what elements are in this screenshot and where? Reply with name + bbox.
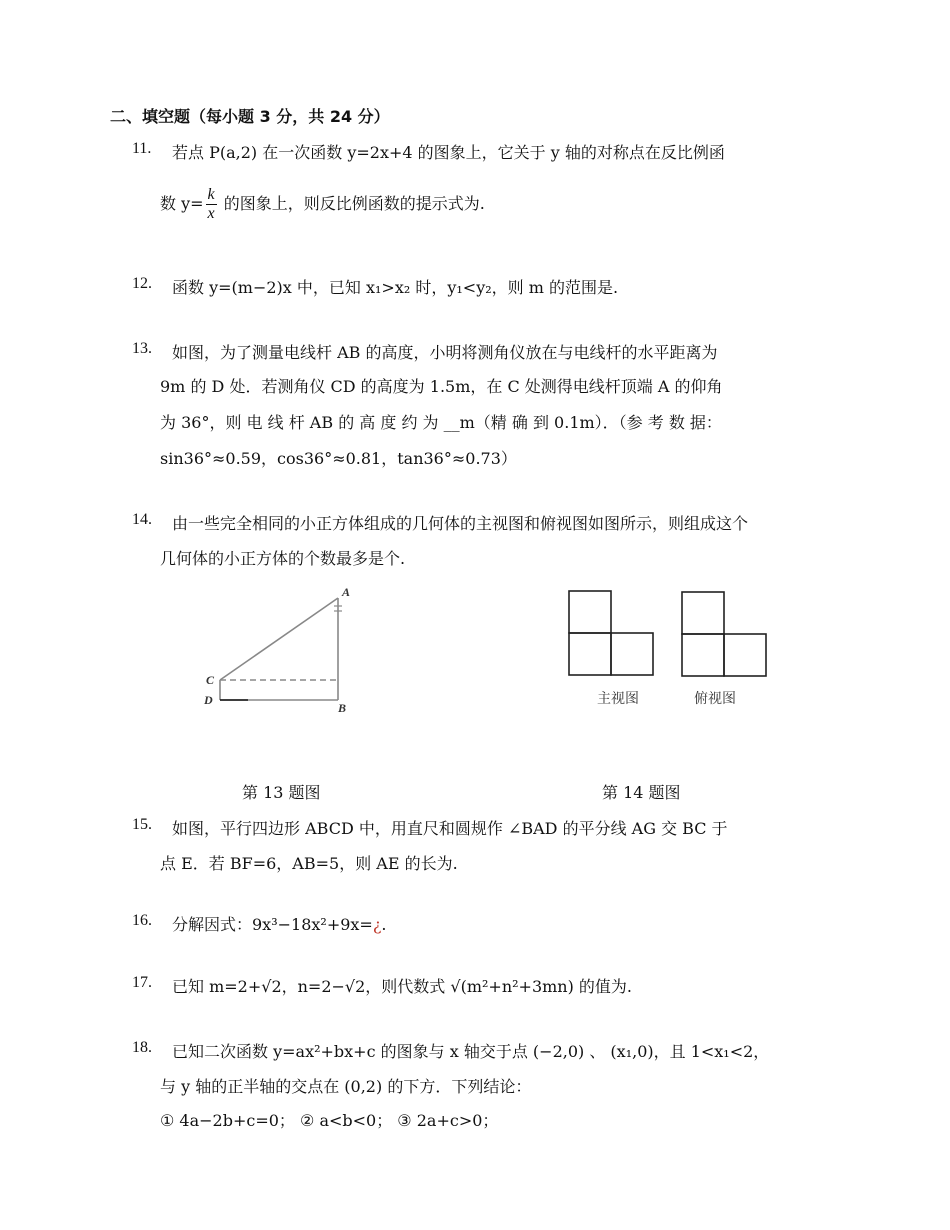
question-17-line1: 已知 m=2+√2，n=2−√2，则代数式 √(m²+n²+3mn) 的值为. (172, 977, 633, 996)
front-view-bottom-left-square (569, 633, 611, 675)
figure-14-caption: 第 14 题图 (602, 783, 681, 802)
label-b: B (338, 701, 347, 715)
question-14-line2: 几何体的小正方体的个数最多是个. (160, 549, 406, 568)
figure-13-caption: 第 13 题图 (242, 783, 321, 802)
question-13-line1: 如图，为了测量电线杆 AB 的高度，小明将测角仪放在与电线杆的水平距离为 (172, 343, 718, 362)
question-16-suffix: . (381, 915, 387, 934)
question-14-line1: 由一些完全相同的小正方体组成的几何体的主视图和俯视图如图所示，则组成这个 (172, 514, 749, 533)
question-14-number: 14. (132, 511, 152, 528)
question-13-number: 13. (132, 340, 152, 357)
label-c: C (206, 673, 215, 687)
question-12-number: 12. (132, 275, 152, 292)
question-13-line2: 9m 的 D 处．若测角仪 CD 的高度为 1.5m，在 C 处测得电线杆顶端 A 的仰角 (160, 377, 723, 396)
question-18-number: 18. (132, 1039, 152, 1056)
question-11-line1: 若点 P(a,2) 在一次函数 y=2x+4 的图象上，它关于 y 轴的对称点在反比例函 (172, 143, 725, 162)
label-a: A (342, 585, 351, 599)
question-13-line4: sin36°≈0.59，cos36°≈0.81，tan36°≈0.73） (160, 449, 517, 468)
question-16-placeholder-mark: ¿ (372, 915, 382, 934)
question-18-line1: 已知二次函数 y=ax²+bx+c 的图象与 x 轴交于点 (−2,0) 、 (x₁,0)，且 1<x₁<2， (172, 1042, 770, 1061)
fraction-numerator: k (207, 186, 215, 203)
top-view-label: 俯视图 (694, 691, 736, 707)
figure-14-views (560, 582, 780, 712)
top-view-bottom-left-square (682, 634, 724, 676)
fraction-k-over-x (206, 186, 217, 223)
question-15-line1: 如图，平行四边形 ABCD 中，用直尺和圆规作 ∠BAD 的平分线 AG 交 BC 于 (172, 819, 728, 838)
question-15-number: 15. (132, 816, 152, 833)
front-view-label: 主视图 (597, 691, 639, 707)
top-view (682, 592, 766, 676)
question-11-line2 (160, 186, 485, 223)
figure-13-diagram (190, 582, 370, 718)
front-view-top-square (569, 591, 611, 633)
top-view-bottom-right-square (724, 634, 766, 676)
fraction-denominator: x (207, 205, 215, 222)
front-view (569, 591, 653, 675)
question-18-line2: 与 y 轴的正半轴的交点在 (0,2) 的下方．下列结论： (160, 1077, 532, 1096)
question-15-line2: 点 E．若 BF=6，AB=5，则 AE 的长为. (160, 854, 458, 873)
question-13-line3: 为 36°，则 电 线 杆 AB 的 高 度 约 为 __m（精 确 到 0.1m）．（参 考 数 据： (160, 413, 722, 432)
question-16-prefix: 分解因式：9x³−18x²+9x= (172, 915, 373, 934)
section-title: 二、填空题（每小题 3 分，共 24 分） (110, 107, 390, 126)
question-11-line2-suffix: 的图象上，则反比例函数的提示式为. (218, 194, 485, 213)
label-d: D (204, 693, 213, 707)
question-11-line2-prefix: 数 y= (160, 194, 204, 213)
question-11-number: 11. (132, 140, 152, 157)
top-view-top-square (682, 592, 724, 634)
question-12-line1: 函数 y=(m−2)x 中，已知 x₁>x₂ 时，y₁<y₂，则 m 的范围是. (172, 278, 619, 297)
question-17-number: 17. (132, 974, 152, 991)
sight-line (220, 598, 338, 680)
front-view-bottom-right-square (611, 633, 653, 675)
question-16-line1 (172, 912, 387, 935)
question-18-line3: ① 4a−2b+c=0； ② a<b<0； ③ 2a+c>0； (160, 1111, 499, 1130)
question-16-number: 16. (132, 912, 152, 929)
